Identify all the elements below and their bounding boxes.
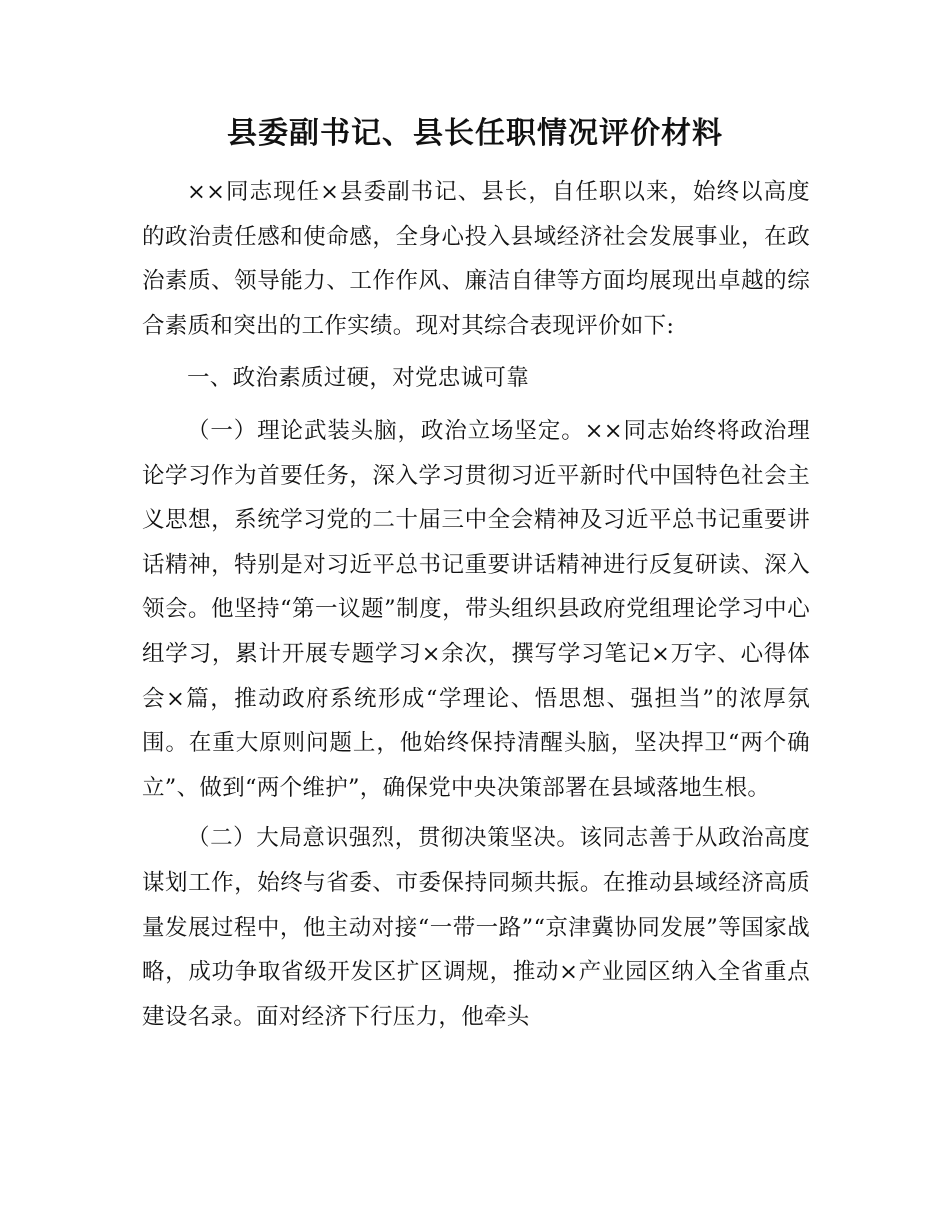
section-1-heading: 一、政治素质过硬，对党忠诚可靠 bbox=[187, 365, 530, 392]
paragraph-theory: （一）理论武装头脑，政治立场坚定。××同志始终将政治理论学习作为首要任务，深入学习贯彻习近平新时代中国特色社会主义思想，系统学习党的二十届三中全会精神及习近平总书记重要讲话精神，特别是对习近平总书记重要讲话精神进行反复研读、深入领会。他坚持“第一议题”制度，带头组织县政府党组理论学习中心组学习，累计开展专题学习×余次，撰写学习笔记×万字、心得体会×篇，推动政府系统形成“学理论、悟思想、强担当”的浓厚氛围。在重大原则问题上，他始终保持清醒头脑，坚决捍卫“两个确立”、做到“两个维护”，确保党中央决策部署在县域落地生根。 bbox=[142, 417, 810, 801]
intro-paragraph: ××同志现任×县委副书记、县长，自任职以来，始终以高度的政治责任感和使命感，全身心投入县域经济社会发展事业，在政治素质、领导能力、工作作风、廉洁自律等方面均展现出卓越的综合素质和突出的工作实绩。现对其综合表现评价如下: bbox=[142, 179, 810, 339]
document-title: 县委副书记、县长任职情况评价材料 bbox=[227, 116, 723, 151]
paragraph-overall-view: （二）大局意识强烈，贯彻决策坚决。该同志善于从政治高度谋划工作，始终与省委、市委保持同频共振。在推动县域经济高质量发展过程中，他主动对接“一带一路”“京津冀协同发展”等国家战略，成功争取省级开发区扩区调规，推动×产业园区纳入全省重点建设名录。面对经济下行压力，他牵头 bbox=[142, 825, 810, 1030]
document-body bbox=[142, 170, 810, 1039]
